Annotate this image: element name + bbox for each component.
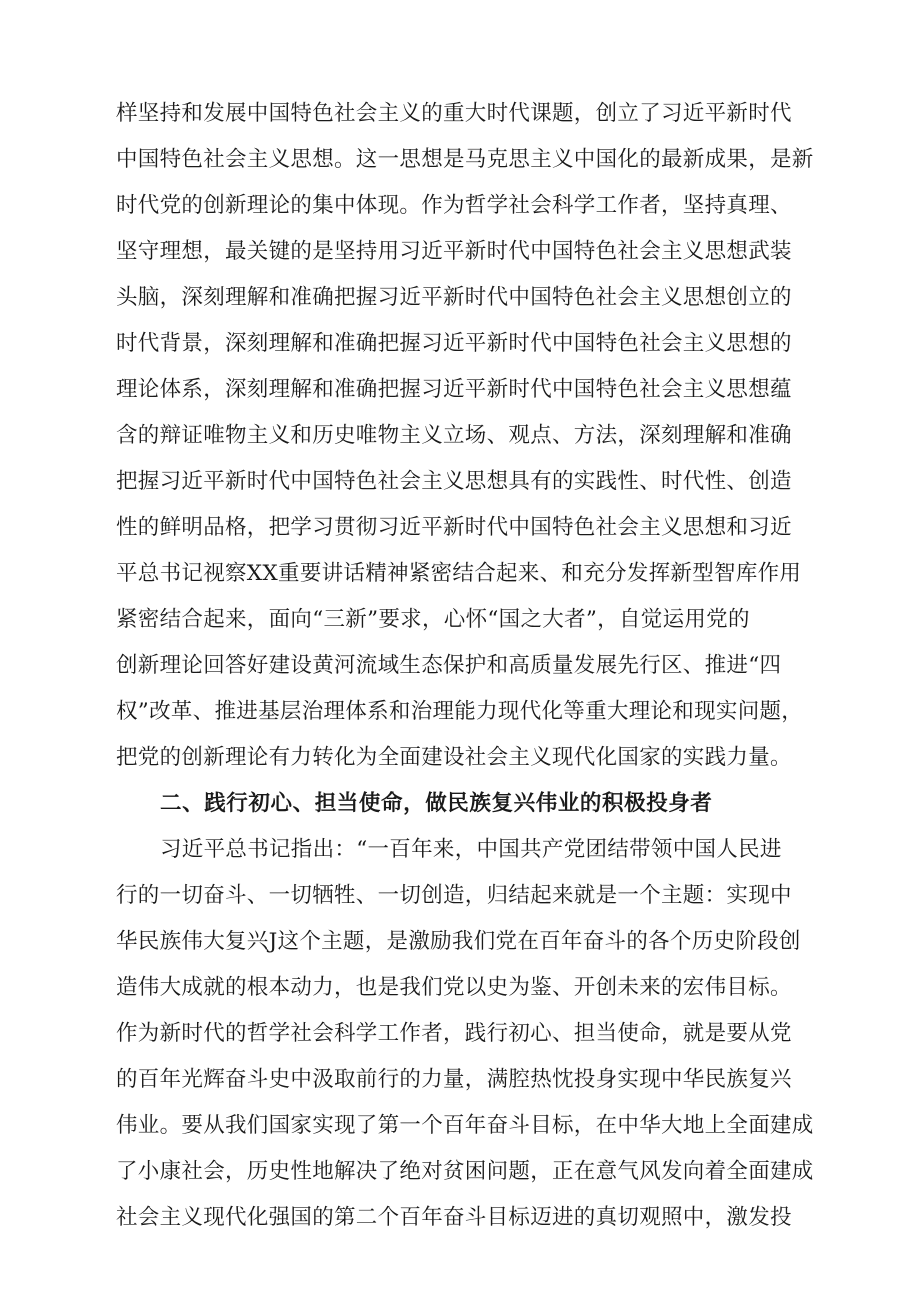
text-line: 含的辩证唯物主义和历史唯物主义立场、观点、方法，深刻理解和准确: [116, 423, 792, 448]
text-line: 作为新时代的哲学社会科学工作者，践行初心、担当使命，就是要从党: [116, 1021, 792, 1046]
text-line: 把握习近平新时代中国特色社会主义思想具有的实践性、时代性、创造: [116, 469, 792, 494]
text-line: 中国特色社会主义思想。这一思想是马克思主义中国化的最新成果，是新: [116, 147, 814, 172]
text-line: 造伟大成就的根本动力，也是我们党以史为鉴、开创未来的宏伟目标。: [116, 975, 792, 1000]
text-line: 习近平总书记指出：“一百年来，中国共产党团结带领中国人民进: [160, 837, 782, 862]
text-line: 样坚持和发展中国特色社会主义的重大时代课题，创立了习近平新时代: [116, 101, 792, 126]
text-line: 时代党的创新理论的集中体现。作为哲学社会科学工作者，坚持真理、: [116, 193, 792, 218]
text-line: 坚守理想，最关键的是坚持用习近平新时代中国特色社会主义思想武装: [116, 239, 792, 264]
text-line: 伟业。要从我们国家实现了第一个百年奋斗目标，在中华大地上全面建成: [116, 1113, 814, 1138]
text-line: 时代背景，深刻理解和准确把握习近平新时代中国特色社会主义思想的: [116, 331, 792, 356]
section-heading: 二、践行初心、担当使命，做民族复兴伟业的积极投身者: [160, 791, 713, 816]
text-line: 的百年光辉奋斗史中汲取前行的力量，满腔热忱投身实现中华民族复兴: [116, 1067, 792, 1092]
text-line: 社会主义现代化强国的第二个百年奋斗目标迈进的真切观照中，激发投: [116, 1205, 792, 1230]
text-line: 理论体系，深刻理解和准确把握习近平新时代中国特色社会主义思想蕴: [116, 377, 792, 402]
text-line: 权”改革、推进基层治理体系和治理能力现代化等重大理论和现实问题，: [116, 699, 804, 724]
text-line: 紧密结合起来，面向“三新”要求，心怀“国之大者”，自觉运用党的: [116, 607, 750, 632]
text-line: 行的一切奋斗、一切牺牲、一切创造，归结起来就是一个主题：实现中: [116, 883, 792, 908]
text-line: 了小康社会，历史性地解决了绝对贫困问题，正在意气风发向着全面建成: [116, 1159, 814, 1184]
text-line: 华民族伟大复兴J这个主题，是激励我们党在百年奋斗的各个历史阶段创: [116, 929, 801, 954]
text-line: 头脑，深刻理解和准确把握习近平新时代中国特色社会主义思想创立的: [116, 285, 792, 310]
text-line: 平总书记视察XX重要讲话精神紧密结合起来、和充分发挥新型智库作用: [116, 561, 802, 586]
text-line: 创新理论回答好建设黄河流域生态保护和高质量发展先行区、推进“四: [116, 653, 782, 678]
text-line: 性的鲜明品格，把学习贯彻习近平新时代中国特色社会主义思想和习近: [116, 515, 792, 540]
text-line: 把党的创新理论有力转化为全面建设社会主义现代化国家的实践力量。: [116, 745, 792, 770]
